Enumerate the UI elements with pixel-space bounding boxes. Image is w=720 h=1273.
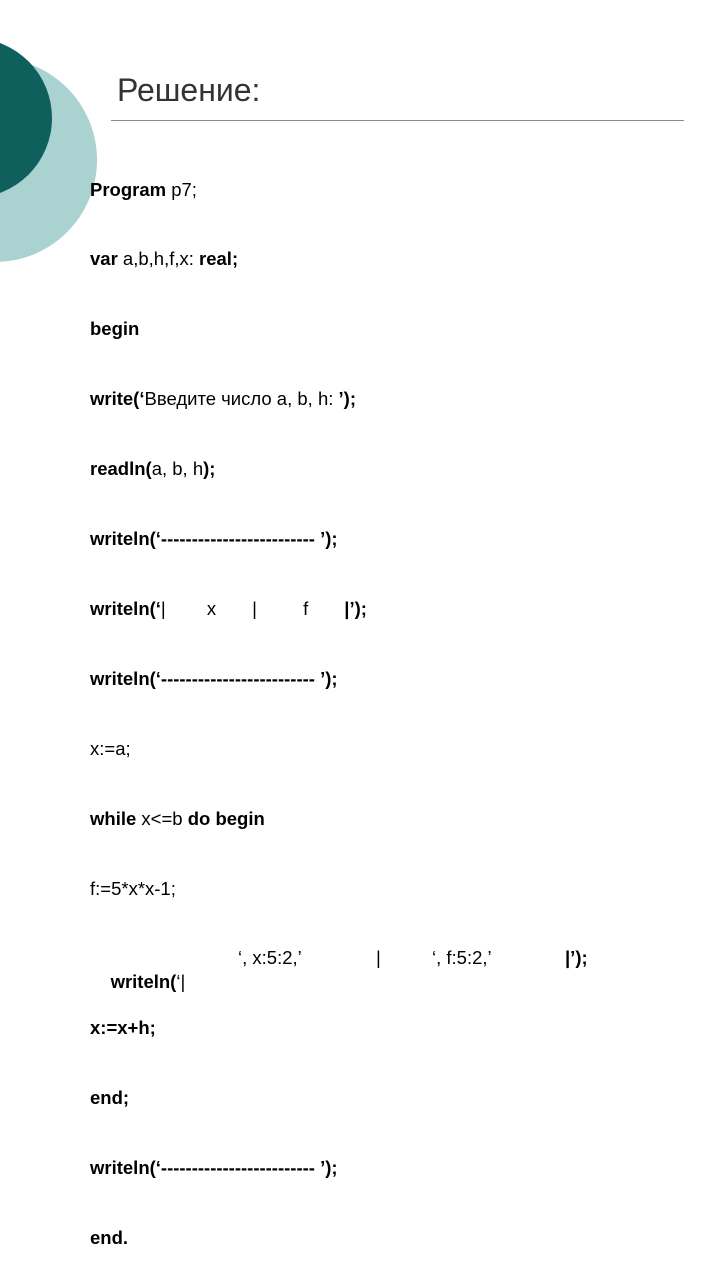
code-text: ‘, f:5:2,’: [432, 947, 492, 969]
code-line: [90, 807, 367, 830]
code-line: [90, 247, 367, 270]
code-text: a,b,h,f,x:: [117, 248, 200, 270]
keyword: writeln(: [110, 970, 177, 992]
code-line: f:=5*x*x-1;: [90, 877, 176, 899]
code-line: [90, 387, 367, 410]
slide-title: Решение:: [117, 72, 261, 108]
code-text: Введите число a, b, h:: [144, 388, 339, 410]
keyword: var: [90, 248, 118, 270]
keyword: begin: [90, 318, 140, 340]
code-line: x:=x+h;: [90, 1017, 156, 1039]
code-text: |: [376, 947, 381, 969]
code-text: | x | f: [160, 597, 345, 619]
code-line: [90, 597, 367, 620]
code-line: [90, 946, 588, 992]
keyword: readln(: [90, 458, 152, 480]
keyword: ’);: [338, 388, 356, 410]
code-line: writeln(‘------------------------- ’);: [90, 667, 338, 689]
code-text: p7;: [166, 178, 197, 200]
keyword: real;: [199, 248, 239, 270]
code-line: [90, 457, 367, 480]
keyword: do begin: [187, 807, 265, 829]
code-text: a, b, h: [151, 458, 204, 480]
title-divider: [111, 120, 684, 121]
keyword: while: [90, 807, 137, 829]
code-line: end;: [90, 1087, 130, 1109]
code-line: [90, 178, 367, 201]
decorative-circles: [0, 0, 90, 300]
keyword: );: [203, 458, 216, 480]
code-line: writeln(‘------------------------- ’);: [90, 528, 338, 550]
keyword: |’);: [344, 597, 367, 619]
code-line: x:=a;: [90, 737, 131, 759]
code-line: writeln(‘------------------------- ’);: [90, 1157, 338, 1179]
code-text: ‘|: [176, 970, 186, 992]
keyword: write(‘: [90, 388, 145, 410]
keyword: Program: [90, 178, 167, 200]
code-text: ‘, x:5:2,’: [238, 947, 302, 969]
keyword: |’);: [565, 947, 588, 969]
code-block: [90, 131, 588, 1273]
code-text: x<=b: [136, 807, 188, 829]
keyword: writeln(‘: [90, 597, 161, 619]
code-line: end.: [90, 1226, 129, 1248]
code-line: [90, 317, 367, 340]
